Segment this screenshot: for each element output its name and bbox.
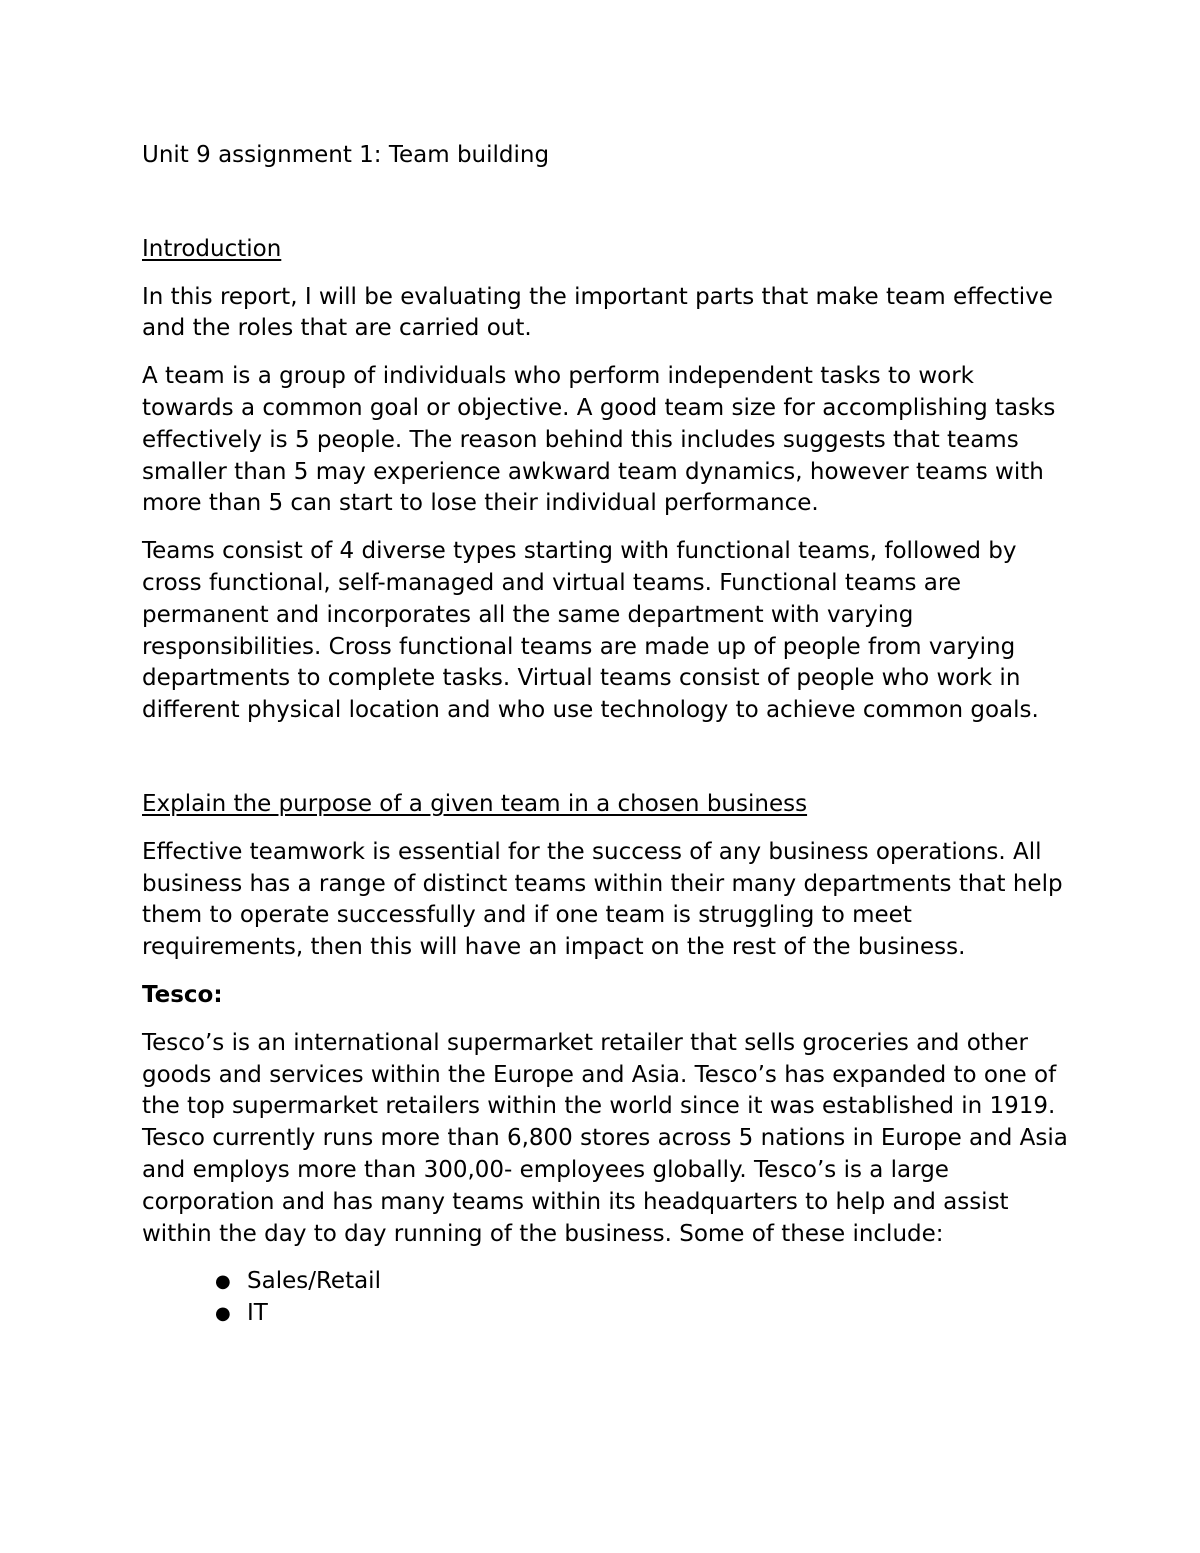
list-item-label: Sales/Retail [247, 1268, 381, 1295]
bullet-icon: ● [215, 1303, 231, 1325]
document-page [142, 140, 1072, 1330]
intro-paragraph-1: In this report, I will be evaluating the important parts that make team effective and the roles that are carried out. [142, 283, 1053, 342]
purpose-paragraph: Effective teamwork is essential for the success of any business operations. All business has a range of distinct teams within their many departments that help them to operate successfully and if one team is struggling to meet requirements, then this will have an impact on the rest of the business. [142, 838, 1063, 961]
tesco-paragraph: Tesco’s is an international supermarket retailer that sells groceries and other goods and services within the Europe and Asia. Tesco’s has expanded to one of the top supermarket retailers within the world since it was established in 1919. Tesco currently runs more than 6,800 stores across 5 nations in Europe and Asia and employs more than 300,00- employees globally. Tesco’s is a large corporation and has many teams within its headquarters to help and assist within the day to day running of the business. Some of these include: [142, 1029, 1068, 1247]
tesco-heading: Tesco: [142, 981, 223, 1008]
purpose-heading: Explain the purpose of a given team in a chosen business [142, 790, 808, 817]
bullet-icon: ● [215, 1271, 231, 1293]
intro-heading: Introduction [142, 235, 282, 262]
intro-paragraph-2: A team is a group of individuals who perform independent tasks to work towards a common goal or objective. A good team size for accomplishing tasks effectively is 5 people. The reason behind this includes suggests that teams smaller than 5 may experience awkward team dynamics, however teams with more than 5 can start to lose their individual performance. [142, 363, 1056, 517]
intro-paragraph-3: Teams consist of 4 diverse types starting with functional teams, followed by cross functional, self-managed and virtual teams. Functional teams are permanent and incorporates all the same department with varying responsibilities. Cross functional teams are made up of people from varying departments to complete tasks. Virtual teams consist of people who work in different physical location and who use technology to achieve common goals. [142, 538, 1039, 724]
list-item-label: IT [247, 1300, 268, 1327]
list-item [142, 1266, 1072, 1298]
section-spacer [142, 743, 1072, 789]
list-item [142, 1298, 1072, 1330]
document-title: Unit 9 assignment 1: Team building [142, 142, 550, 168]
team-list [142, 1266, 1072, 1330]
